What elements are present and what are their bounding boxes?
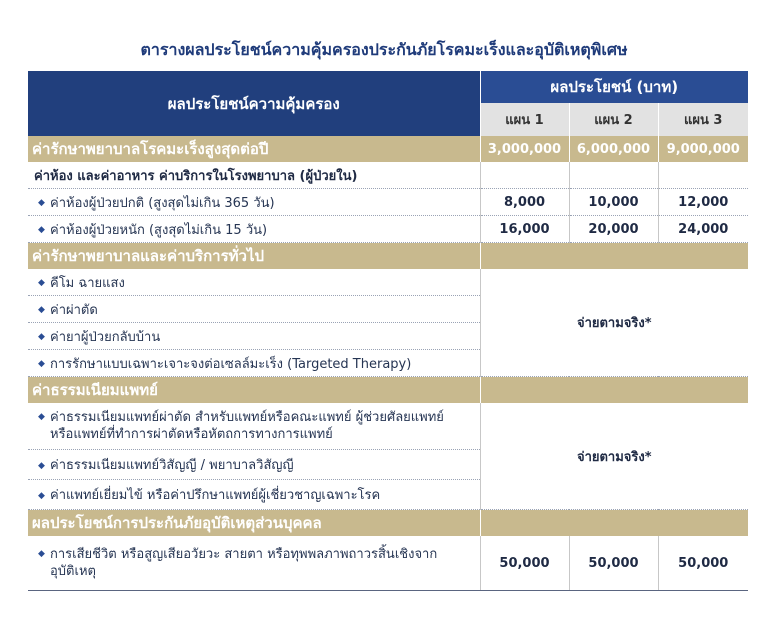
- value-cell: 20,000: [569, 216, 658, 243]
- item-label: การเสียชีวิต หรือสูญเสียอวัยวะ สายตา หรือทุพพลภาพถาวรสิ้นเชิงจาก อุบัติเหตุ: [50, 547, 438, 579]
- diamond-bullet-icon: ◆: [38, 278, 45, 288]
- item-label: การรักษาแบบเฉพาะเจาะจงต่อเซลล์มะเร็ง (Targeted Therapy): [50, 356, 412, 372]
- empty-cell: [569, 162, 658, 189]
- plan-3-header: แผน 3: [658, 103, 748, 136]
- empty-cell: [658, 162, 748, 189]
- diamond-bullet-icon: ◆: [38, 460, 45, 471]
- section-row: [28, 243, 748, 270]
- subsection-title: ค่าห้อง และค่าอาหาร ค่าบริการในโรงพยาบาล (ผู้ป่วยใน): [28, 162, 480, 189]
- value-cell: 50,000: [480, 536, 569, 591]
- table-row: [28, 189, 748, 216]
- table-row: [28, 269, 748, 296]
- item-label: คีโม ฉายแสง: [50, 275, 125, 291]
- item-label: ค่าธรรมเนียมแพทย์วิสัญญี / พยาบาลวิสัญญี: [50, 458, 294, 473]
- list-item: [28, 403, 480, 450]
- section-value: 6,000,000: [569, 136, 658, 162]
- section-row: [28, 510, 748, 537]
- section-title: ค่าธรรมเนียมแพทย์: [28, 377, 480, 404]
- diamond-bullet-icon: ◆: [38, 490, 45, 501]
- section-blank: [480, 243, 748, 270]
- item-label: ค่ายาผู้ป่วยกลับบ้าน: [50, 329, 161, 345]
- diamond-bullet-icon: ◆: [38, 225, 45, 235]
- benefits-table: [28, 71, 748, 591]
- value-cell: 50,000: [569, 536, 658, 591]
- list-item: [28, 536, 480, 591]
- list-item: [28, 480, 480, 510]
- section-blank: [480, 377, 748, 404]
- empty-cell: [480, 162, 569, 189]
- page-title: ตารางผลประโยชน์ความคุ้มครองประกันภัยโรคมะเร็งและอุบัติเหตุพิเศษ: [140, 40, 628, 59]
- value-cell: 8,000: [480, 189, 569, 216]
- section-blank: [480, 510, 748, 537]
- diamond-bullet-icon: ◆: [38, 359, 45, 369]
- coverage-header: ผลประโยชน์ความคุ้มครอง: [28, 71, 480, 136]
- value-cell: 50,000: [658, 536, 748, 591]
- list-item: [28, 350, 480, 377]
- item-label: ค่าธรรมเนียมแพทย์ผ่าตัด สำหรับแพทย์หรือคณะแพทย์ ผู้ช่วยศัลยแพทย์ หรือแพทย์ที่ทำการผ่าตัดหรือหัตถการทางการแพทย์: [50, 410, 444, 442]
- section-value: 3,000,000: [480, 136, 569, 162]
- section-value: 9,000,000: [658, 136, 748, 162]
- section-row: [28, 377, 748, 404]
- section-row: [28, 136, 748, 162]
- item-label: ค่าห้องผู้ป่วยหนัก (สูงสุดไม่เกิน 15 วัน): [50, 222, 268, 238]
- plan-2-header: แผน 2: [569, 103, 658, 136]
- list-item: [28, 269, 480, 296]
- item-label: ค่าห้องผู้ป่วยปกติ (สูงสุดไม่เกิน 365 วัน): [50, 195, 275, 211]
- section-title: ค่ารักษาพยาบาลโรคมะเร็งสูงสุดต่อปี: [28, 136, 480, 162]
- actual-cost-cell: จ่ายตามจริง*: [480, 403, 748, 510]
- plan-1-header: แผน 1: [480, 103, 569, 136]
- list-item: [28, 323, 480, 350]
- section-title: ผลประโยชน์การประกันภัยอุบัติเหตุส่วนบุคคล: [28, 510, 480, 537]
- item-label: ค่าผ่าตัด: [50, 302, 98, 318]
- diamond-bullet-icon: ◆: [38, 548, 45, 559]
- header-row: [28, 71, 748, 103]
- diamond-bullet-icon: ◆: [38, 198, 45, 208]
- diamond-bullet-icon: ◆: [38, 411, 45, 422]
- diamond-bullet-icon: ◆: [38, 332, 45, 342]
- item-label: ค่าแพทย์เยี่ยมไข้ หรือค่าปรึกษาแพทย์ผู้เชี่ยวชาญเฉพาะโรค: [50, 488, 381, 503]
- value-cell: 10,000: [569, 189, 658, 216]
- table-row: [28, 216, 748, 243]
- list-item: [28, 296, 480, 323]
- list-item: [28, 216, 480, 243]
- value-cell: 24,000: [658, 216, 748, 243]
- list-item: [28, 450, 480, 480]
- value-cell: 12,000: [658, 189, 748, 216]
- list-item: [28, 189, 480, 216]
- table-row: [28, 403, 748, 450]
- diamond-bullet-icon: ◆: [38, 305, 45, 315]
- benefit-header: ผลประโยชน์ (บาท): [480, 71, 748, 103]
- value-cell: 16,000: [480, 216, 569, 243]
- table-row: [28, 536, 748, 591]
- section-title: ค่ารักษาพยาบาลและค่าบริการทั่วไป: [28, 243, 480, 270]
- table-row: [28, 162, 748, 189]
- actual-cost-cell: จ่ายตามจริง*: [480, 269, 748, 377]
